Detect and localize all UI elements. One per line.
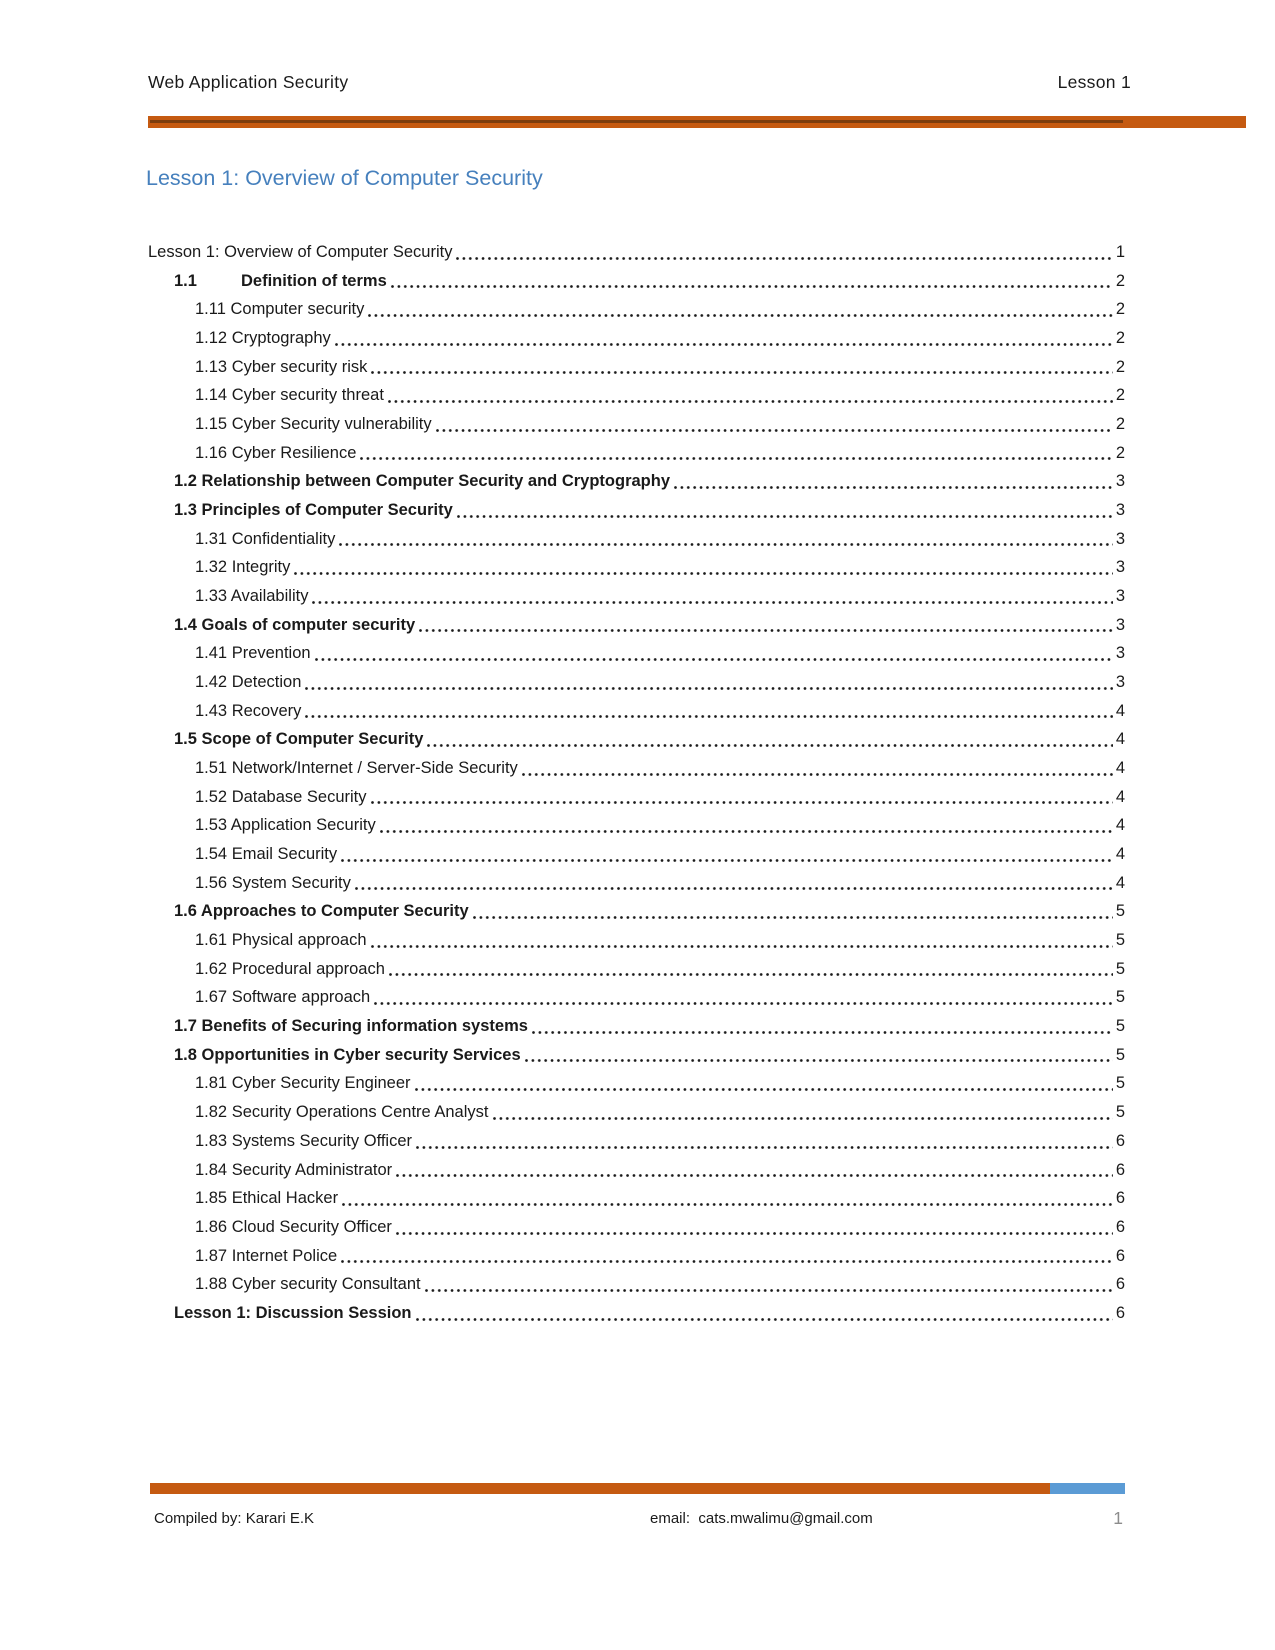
toc-entry-label: 1.8 Opportunities in Cyber security Services <box>174 1045 521 1064</box>
page-header <box>148 72 1131 93</box>
toc-entry[interactable] <box>148 1156 1125 1185</box>
toc-entry-page: 2 <box>1115 386 1125 405</box>
toc-entry[interactable] <box>148 553 1125 582</box>
toc-entry-label: 1.2 Relationship between Computer Security and Cryptography <box>174 472 671 491</box>
footer-accent-bar <box>150 1483 1125 1494</box>
toc-leader-dots <box>305 715 1112 718</box>
toc-entry-page: 5 <box>1115 1045 1125 1064</box>
header-accent-bar <box>148 116 1246 128</box>
toc-leader-dots <box>436 429 1113 432</box>
toc-entry-page: 4 <box>1115 845 1125 864</box>
toc-entry-page: 1 <box>1115 243 1125 261</box>
toc-entry[interactable] <box>148 840 1125 869</box>
toc-leader-dots <box>368 314 1112 317</box>
toc-leader-dots <box>396 1232 1113 1235</box>
toc-entry-page: 6 <box>1115 1246 1125 1265</box>
toc-entry-label: 1.42 Detection <box>195 673 302 692</box>
toc-entry-label: 1.61 Physical approach <box>195 931 367 950</box>
toc-entry-page: 4 <box>1115 730 1125 749</box>
toc-entry-label: 1.4 Goals of computer security <box>174 615 416 634</box>
toc-entry-label: 1.41 Prevention <box>195 644 311 663</box>
toc-entry-label: 1.82 Security Operations Centre Analyst <box>195 1103 489 1122</box>
page-title: Lesson 1: Overview of Computer Security <box>146 166 543 190</box>
toc-leader-dots <box>425 1289 1113 1292</box>
toc-leader-dots <box>305 687 1112 690</box>
toc-entry-page: 5 <box>1115 959 1125 978</box>
toc-entry-label: 1.12 Cryptography <box>195 329 331 348</box>
toc-leader-dots <box>532 1031 1113 1034</box>
footer-accent-bar-blue <box>1050 1483 1125 1494</box>
toc-entry-label: 1.56 System Security <box>195 873 351 892</box>
toc-entry-label: 1.84 Security Administrator <box>195 1160 393 1179</box>
toc-entry-label: Lesson 1: Overview of Computer Security <box>148 243 453 261</box>
header-lesson-label: Lesson 1 <box>1057 72 1131 92</box>
toc-entry-label: 1.86 Cloud Security Officer <box>195 1217 392 1236</box>
toc-entry-page: 3 <box>1115 529 1125 548</box>
toc-entry[interactable] <box>148 811 1125 840</box>
toc-entry[interactable] <box>148 754 1125 783</box>
toc-entry[interactable] <box>148 1012 1125 1041</box>
toc-entry-page: 2 <box>1115 357 1125 376</box>
toc-leader-dots <box>341 859 1113 862</box>
toc-leader-dots <box>391 285 1113 288</box>
toc-entry-page: 2 <box>1115 271 1125 290</box>
toc-entry-page: 3 <box>1115 501 1125 520</box>
toc-leader-dots <box>473 916 1113 919</box>
toc-entry-label: 1.43 Recovery <box>195 701 302 720</box>
toc-entry[interactable] <box>148 496 1125 525</box>
toc-leader-dots <box>456 257 1112 260</box>
toc-entry-label: 1.51 Network/Internet / Server-Side Security <box>195 759 518 778</box>
toc-entry-page: 6 <box>1115 1275 1125 1294</box>
toc-entry[interactable] <box>148 1213 1125 1242</box>
toc-entry[interactable] <box>148 611 1125 640</box>
toc-entry-page: 4 <box>1115 787 1125 806</box>
toc-leader-dots <box>419 629 1113 632</box>
footer-compiled-by: Compiled by: Karari E.K <box>154 1510 315 1527</box>
toc-entry-page: 2 <box>1115 300 1125 319</box>
toc-leader-dots <box>371 801 1113 804</box>
toc-leader-dots <box>415 1088 1113 1091</box>
toc-leader-dots <box>355 887 1113 890</box>
toc-entry-label: 1.11 Computer security <box>195 300 365 319</box>
toc-entry-page: 3 <box>1115 644 1125 663</box>
toc-entry[interactable] <box>148 639 1125 668</box>
toc-entry[interactable] <box>148 295 1125 324</box>
toc-entry[interactable] <box>148 1041 1125 1070</box>
toc-entry[interactable] <box>148 1127 1125 1156</box>
toc-entry[interactable] <box>148 1184 1125 1213</box>
toc-entry-label: 1.3 Principles of Computer Security <box>174 501 453 520</box>
toc-entry-page: 5 <box>1115 988 1125 1007</box>
toc-leader-dots <box>396 1174 1113 1177</box>
toc-entry-page: 5 <box>1115 1074 1125 1093</box>
toc-list <box>148 238 1125 1328</box>
toc-leader-dots <box>339 543 1112 546</box>
toc-leader-dots <box>374 1002 1113 1005</box>
toc-entry-page: 2 <box>1115 329 1125 348</box>
toc-entry-page: 5 <box>1115 1103 1125 1122</box>
toc-entry-label: 1.62 Procedural approach <box>195 959 385 978</box>
toc-entry-page: 2 <box>1115 415 1125 434</box>
toc-entry[interactable] <box>148 439 1125 468</box>
toc-entry-page: 3 <box>1115 673 1125 692</box>
toc-leader-dots <box>312 601 1112 604</box>
toc-entry[interactable] <box>148 1242 1125 1271</box>
toc-entry-page: 6 <box>1115 1217 1125 1236</box>
toc-entry-page: 6 <box>1115 1160 1125 1179</box>
toc-entry-label: 1.87 Internet Police <box>195 1246 338 1265</box>
toc-entry-page: 2 <box>1115 443 1125 462</box>
toc-entry-label: 1.31 Confidentiality <box>195 529 336 548</box>
toc-entry-label: 1.6 Approaches to Computer Security <box>174 902 469 921</box>
toc-entry-label: 1.13 Cyber security risk <box>195 357 368 376</box>
toc-entry-page: 3 <box>1115 615 1125 634</box>
toc-entry-label: 1.33 Availability <box>195 587 309 606</box>
toc-entry-label: Definition of terms <box>241 271 387 290</box>
toc-entry[interactable] <box>148 783 1125 812</box>
toc-entry[interactable] <box>148 525 1125 554</box>
toc-entry-page: 5 <box>1115 902 1125 921</box>
toc-entry-number: 1.1 <box>174 271 197 290</box>
toc-entry-label: 1.5 Scope of Computer Security <box>174 730 424 749</box>
toc-entry-page: 6 <box>1115 1189 1125 1208</box>
toc-entry-page: 4 <box>1115 701 1125 720</box>
toc-entry-label: 1.53 Application Security <box>195 816 376 835</box>
toc-leader-dots <box>371 945 1113 948</box>
toc-entry-label: 1.67 Software approach <box>195 988 371 1007</box>
toc-leader-dots <box>416 1146 1113 1149</box>
toc-entry-page: 3 <box>1115 472 1125 491</box>
toc-entry-label: 1.52 Database Security <box>195 787 367 806</box>
toc-entry-label: 1.81 Cyber Security Engineer <box>195 1074 411 1093</box>
toc-entry[interactable] <box>148 1299 1125 1328</box>
toc-leader-dots <box>315 658 1113 661</box>
toc-entry[interactable] <box>148 467 1125 496</box>
toc-leader-dots <box>493 1117 1113 1120</box>
toc-leader-dots <box>341 1260 1113 1263</box>
toc-entry-page: 5 <box>1115 1017 1125 1036</box>
toc-entry[interactable] <box>148 267 1125 296</box>
toc-entry[interactable] <box>148 582 1125 611</box>
page-footer <box>148 1508 1125 1534</box>
toc-entry[interactable] <box>148 926 1125 955</box>
footer-email: email: cats.mwalimu@gmail.com <box>650 1510 873 1527</box>
toc-entry[interactable] <box>148 697 1125 726</box>
toc-entry[interactable] <box>148 897 1125 926</box>
footer-page-number: 1 <box>1113 1508 1123 1528</box>
header-course-title: Web Application Security <box>148 72 349 92</box>
toc-entry[interactable] <box>148 324 1125 353</box>
toc-entry-label: 1.16 Cyber Resilience <box>195 443 357 462</box>
toc-entry[interactable] <box>148 725 1125 754</box>
toc-entry-page: 5 <box>1115 931 1125 950</box>
toc-entry-label: 1.88 Cyber security Consultant <box>195 1275 421 1294</box>
toc-leader-dots <box>525 1059 1113 1062</box>
toc-leader-dots <box>388 400 1113 403</box>
toc-entry-page: 6 <box>1115 1303 1125 1322</box>
toc-entry[interactable] <box>148 353 1125 382</box>
toc-leader-dots <box>342 1203 1113 1206</box>
toc-entry-label: 1.83 Systems Security Officer <box>195 1131 413 1150</box>
toc-leader-dots <box>389 973 1113 976</box>
toc-entry[interactable] <box>148 869 1125 898</box>
toc-entry-page: 4 <box>1115 759 1125 778</box>
toc-entry[interactable] <box>148 983 1125 1012</box>
toc-entry-page: 4 <box>1115 816 1125 835</box>
toc-leader-dots <box>335 343 1113 346</box>
toc-entry[interactable] <box>148 381 1125 410</box>
toc-entry-label: 1.15 Cyber Security vulnerability <box>195 415 432 434</box>
toc-entry-label: 1.7 Benefits of Securing information systems <box>174 1017 528 1036</box>
toc-leader-dots <box>380 830 1113 833</box>
toc-entry[interactable] <box>148 668 1125 697</box>
footer-accent-bar-orange <box>150 1483 1050 1494</box>
toc-entry-label: 1.54 Email Security <box>195 845 338 864</box>
toc-entry-label: 1.32 Integrity <box>195 558 291 577</box>
toc-leader-dots <box>371 371 1112 374</box>
toc-entry-page: 3 <box>1115 558 1125 577</box>
toc-entry-page: 6 <box>1115 1131 1125 1150</box>
toc-entry[interactable] <box>148 410 1125 439</box>
toc-entry[interactable] <box>148 1098 1125 1127</box>
toc-leader-dots <box>416 1318 1113 1321</box>
toc-entry-label: 1.85 Ethical Hacker <box>195 1189 339 1208</box>
toc-leader-dots <box>674 486 1113 489</box>
toc-entry-page: 4 <box>1115 873 1125 892</box>
toc-leader-dots <box>522 773 1113 776</box>
toc-entry[interactable] <box>148 955 1125 984</box>
toc-entry[interactable] <box>148 238 1125 267</box>
toc-leader-dots <box>360 457 1112 460</box>
toc-leader-dots <box>427 744 1112 747</box>
header-accent-inner-line <box>150 120 1123 123</box>
toc-leader-dots <box>457 515 1113 518</box>
toc-entry-label: 1.14 Cyber security threat <box>195 386 384 405</box>
toc-leader-dots <box>294 572 1112 575</box>
toc-entry-label: Lesson 1: Discussion Session <box>174 1303 412 1322</box>
toc-entry[interactable] <box>148 1069 1125 1098</box>
toc-entry[interactable] <box>148 1270 1125 1299</box>
toc-entry-page: 3 <box>1115 587 1125 606</box>
